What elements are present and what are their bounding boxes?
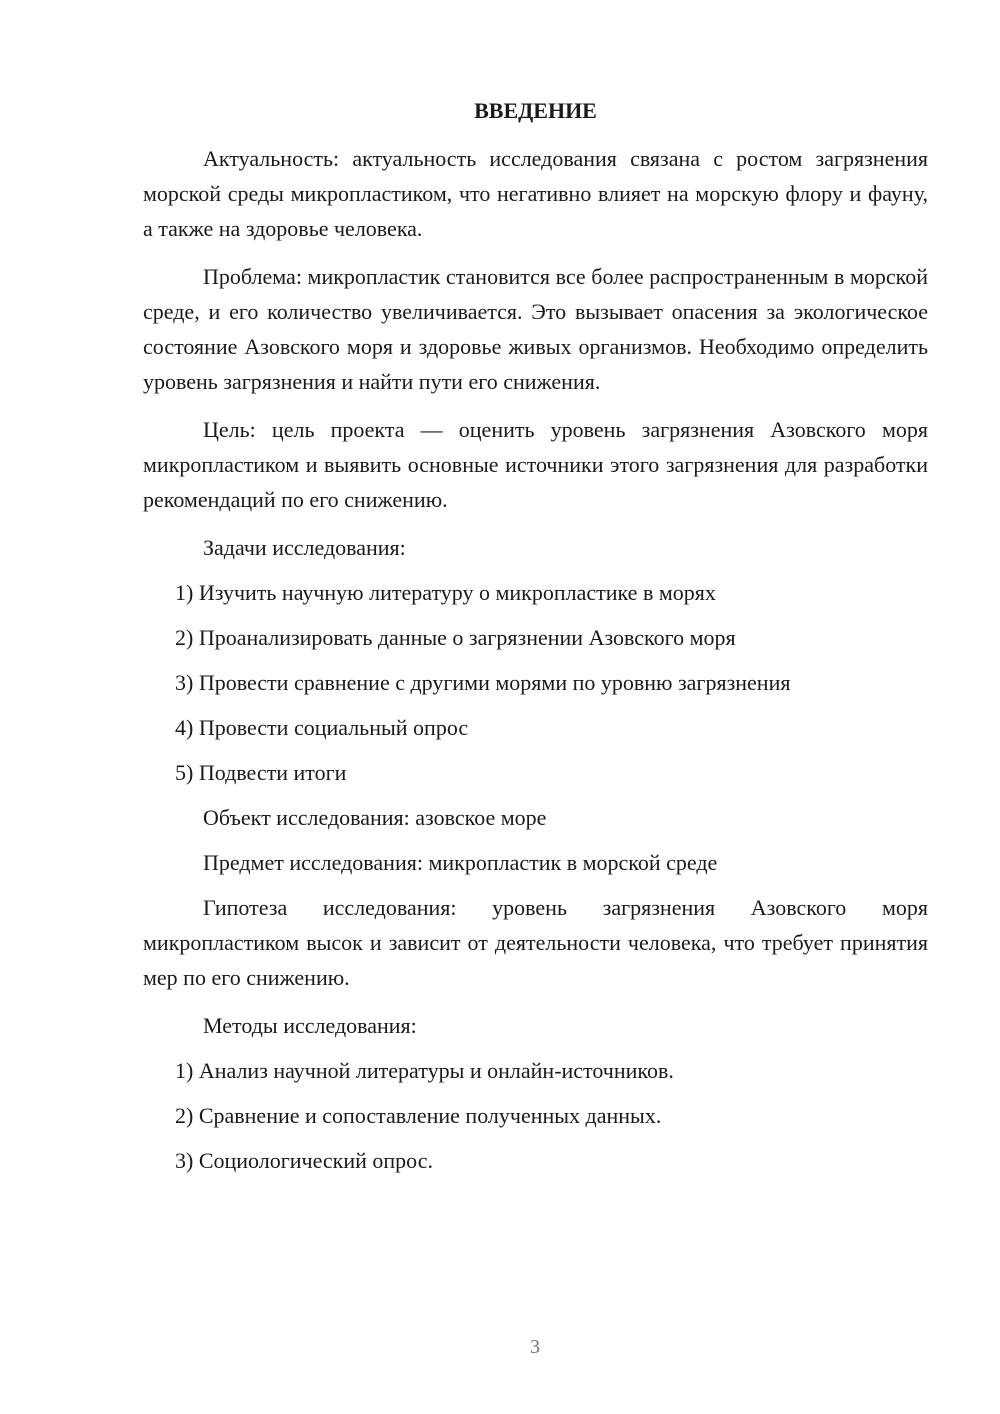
list-item: 2) Проанализировать данные о загрязнении Азовского моря [175, 625, 736, 650]
list-item: 1) Изучить научную литературу о микропластике в морях [175, 580, 716, 605]
object-line: Объект исследования: азовское море [203, 805, 547, 830]
subject-line: Предмет исследования: микропластик в морской среде [203, 850, 718, 875]
tasks-list [143, 575, 928, 790]
list-item: 3) Провести сравнение с другими морями по уровню загрязнения [175, 670, 791, 695]
list-item: 2) Сравнение и сопоставление полученных данных. [175, 1103, 662, 1128]
tasks-heading: Задачи исследования: [203, 535, 406, 560]
methods-heading: Методы исследования: [203, 1013, 417, 1038]
hypothesis-paragraph: Гипотеза исследования: уровень загрязнения Азовского моря микропластиком высок и зависит от деятельности человека, что требует принятия мер по его снижению. [143, 895, 928, 990]
list-item: 5) Подвести итоги [175, 760, 347, 785]
page-number: 3 [530, 1336, 540, 1358]
list-item: 4) Провести социальный опрос [175, 715, 469, 740]
list-item: 3) Социологический опрос. [175, 1148, 433, 1173]
page-title: ВВЕДЕНИЕ [474, 98, 597, 123]
document-page [143, 95, 928, 1188]
list-item: 1) Анализ научной литературы и онлайн-источников. [175, 1058, 674, 1083]
relevance-paragraph: Актуальность: актуальность исследования связана с ростом загрязнения морской среды микропластиком, что негативно влияет на морскую флору и фауну, а также на здоровье человека. [143, 146, 928, 241]
problem-paragraph: Проблема: микропластик становится все более распространенным в морской среде, и его количество увеличивается. Это вызывает опасения за экологическое состояние Азовского моря и здоровье живых организмов. Необходимо определить уровень загрязнения и найти пути его снижения. [143, 264, 928, 394]
methods-list [143, 1053, 928, 1178]
goal-paragraph: Цель: цель проекта — оценить уровень загрязнения Азовского моря микропластиком и выявить основные источники этого загрязнения для разработки рекомендаций по его снижению. [143, 417, 928, 512]
